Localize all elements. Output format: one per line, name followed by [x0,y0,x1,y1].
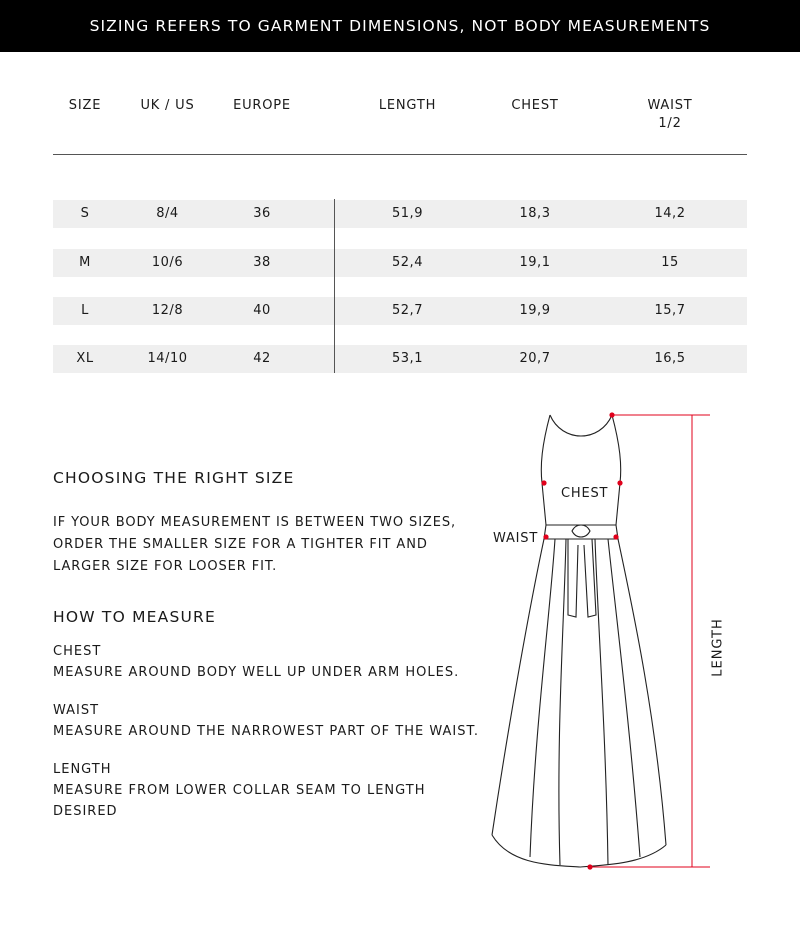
waist-left-marker [543,534,548,539]
length-title: LENGTH [53,762,112,777]
cell-ukus: 8/4 [156,206,179,221]
dress-neckline [550,415,612,436]
cell-chest: 18,3 [519,206,551,221]
cell-europe: 42 [253,351,271,366]
cell-waist: 16,5 [654,351,686,366]
diagram-waist-label: WAIST [493,531,539,546]
table-row [53,297,747,325]
dress-skirt-left [492,539,544,835]
cell-length: 53,1 [392,351,423,366]
choosing-line: IF YOUR BODY MEASUREMENT IS BETWEEN TWO SIZES, [53,515,457,530]
column-divider [334,199,335,373]
diagram-length-label: LENGTH [710,618,726,677]
cell-ukus: 14/10 [147,351,188,366]
header-length: LENGTH [378,98,437,113]
dress-left-side [541,415,550,525]
cell-europe: 38 [253,255,271,270]
cell-size: L [81,303,89,318]
choosing-line: LARGER SIZE FOR LOOSER FIT. [53,559,278,574]
cell-ukus: 12/8 [151,303,184,318]
header-chest: CHEST [511,98,559,113]
waist-text: MEASURE AROUND THE NARROWEST PART OF THE WAIST. [53,724,479,739]
cell-waist: 14,2 [654,206,686,221]
diagram-chest-label: CHEST [561,486,609,501]
header-waist-label: WAIST [647,98,693,113]
cell-waist: 15,7 [654,303,686,318]
table-row [53,249,747,277]
chest-left-marker [541,480,546,485]
header-ukus: UK / US [140,98,195,113]
header-europe: EUROPE [233,98,291,113]
header-size: SIZE [68,98,102,113]
cell-waist: 15 [661,255,679,270]
cell-size: M [79,255,91,270]
cell-size: XL [76,351,94,366]
cell-size: S [80,206,90,221]
dress-tie [568,539,596,617]
cell-ukus: 10/6 [151,255,184,270]
measure-title: HOW TO MEASURE [53,608,217,626]
cell-length: 52,4 [392,255,423,270]
table-row [53,345,747,373]
cell-chest: 19,9 [519,303,551,318]
choosing-title: CHOOSING THE RIGHT SIZE [53,469,295,487]
table-row [53,200,747,228]
cell-chest: 19,1 [519,255,551,270]
header-divider [53,154,747,155]
top-banner: SIZING REFERS TO GARMENT DIMENSIONS, NOT BODY MEASUREMENTS [0,0,800,52]
length-text: MEASURE FROM LOWER COLLAR SEAM TO LENGTH [53,783,426,798]
chest-right-marker [617,480,622,485]
header-waist-half: 1/2 [658,116,682,131]
length-bottom-marker [587,864,592,869]
waist-right-marker [613,534,618,539]
cell-length: 51,9 [392,206,423,221]
cell-europe: 36 [253,206,271,221]
chest-text: MEASURE AROUND BODY WELL UP UNDER ARM HOLES. [53,665,460,680]
cell-europe: 40 [253,303,271,318]
cell-length: 52,7 [392,303,423,318]
length-text-cont: DESIRED [53,804,118,819]
length-top-marker [609,412,614,417]
choosing-paragraph [53,512,456,578]
cell-chest: 20,7 [519,351,551,366]
waist-title: WAIST [53,703,100,718]
choosing-line: ORDER THE SMALLER SIZE FOR A TIGHTER FIT AND [53,537,428,552]
chest-title: CHEST [53,644,102,659]
dress-right-side [612,415,621,525]
header-waist [630,97,710,133]
dress-illustration [480,395,720,880]
